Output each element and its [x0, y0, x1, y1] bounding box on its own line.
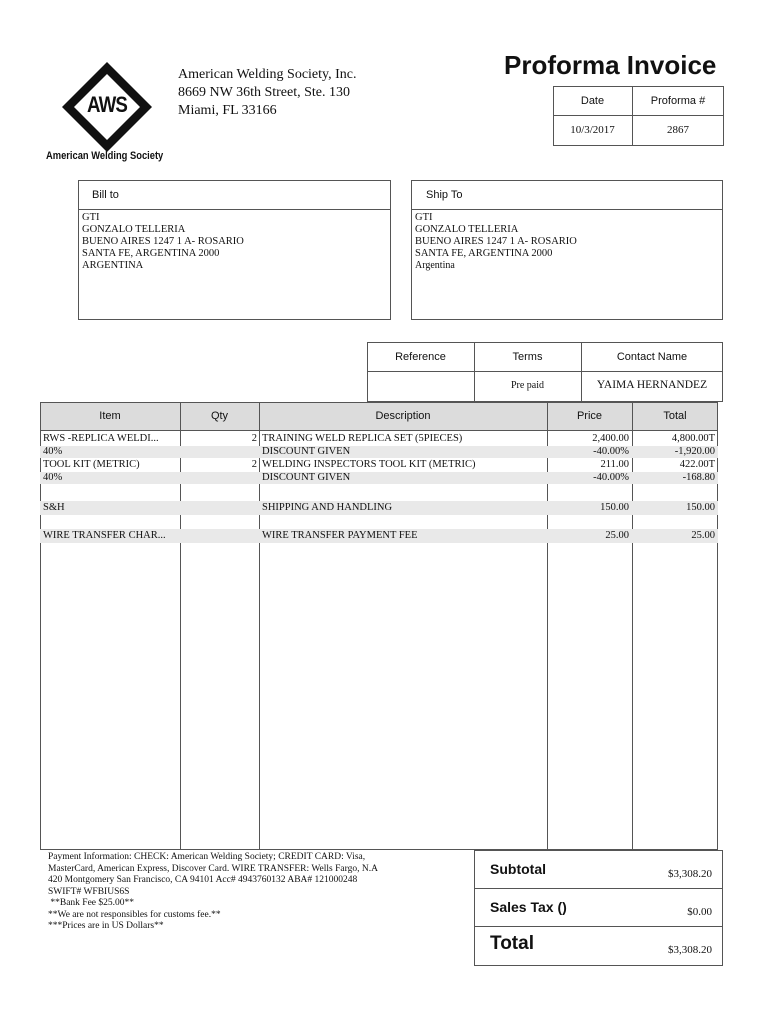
date-value: 10/3/2017	[570, 124, 615, 136]
bill-to-line: SANTA FE, ARGENTINA 2000	[82, 248, 220, 259]
total-cell: -1,920.00	[674, 446, 715, 457]
payment-info-line: SWIFT# WFBIUS6S	[48, 886, 130, 897]
company-address-line1: 8669 NW 36th Street, Ste. 130	[178, 85, 351, 100]
price-cell: 150.00	[600, 502, 629, 513]
payment-info-line: **Bank Fee $25.00**	[48, 898, 135, 908]
item-cell: 40%	[43, 472, 63, 483]
subtotal-value: $3,308.20	[668, 868, 712, 880]
price-cell: 25.00	[605, 530, 629, 541]
payment-info-line: MasterCard, American Express, Discover Card. WIRE TRANSFER: Wells Fargo, N.A	[48, 863, 378, 874]
logo-caption: American Welding Society	[46, 150, 164, 162]
company-address-line2: Miami, FL 33166	[178, 103, 277, 118]
price-cell: 2,400.00	[592, 433, 629, 444]
description-cell: WELDING INSPECTORS TOOL KIT (METRIC)	[262, 459, 476, 470]
table-row	[40, 529, 718, 543]
description-cell: TRAINING WELD REPLICA SET (5PIECES)	[262, 433, 463, 444]
item-cell: RWS -REPLICA WELDI...	[43, 433, 159, 444]
aws-logo	[60, 60, 154, 154]
reference-label: Reference	[395, 351, 446, 363]
proforma-label: Proforma #	[650, 95, 706, 107]
table-row	[40, 486, 718, 498]
bill-to-line: BUENO AIRES 1247 1 A- ROSARIO	[82, 236, 244, 247]
date-label: Date	[580, 95, 605, 107]
ship-to-line: GTI	[415, 212, 433, 223]
logo-text: AWS	[86, 92, 128, 117]
price-cell: -40.00%	[593, 446, 629, 457]
bill-to-address	[82, 212, 244, 272]
terms-label: Terms	[512, 351, 543, 363]
total-label: Total	[490, 933, 534, 954]
payment-info-line: Payment Information: CHECK: American Welding Society; CREDIT CARD: Visa,	[48, 852, 366, 862]
bill-to-label: Bill to	[92, 189, 119, 201]
item-cell: TOOL KIT (METRIC)	[43, 459, 140, 470]
table-row	[40, 433, 718, 445]
contact-value: YAIMA HERNANDEZ	[596, 379, 708, 391]
total-column-header: Total	[663, 410, 687, 422]
proforma-number: 2867	[667, 124, 689, 136]
bill-to-line: GONZALO TELLERIA	[82, 224, 186, 235]
payment-info	[48, 852, 468, 933]
item-cell: 40%	[43, 446, 63, 457]
item-cell: WIRE TRANSFER CHAR...	[43, 530, 166, 541]
page-title: Proforma Invoice	[504, 50, 717, 80]
qty-cell: 2	[251, 433, 257, 444]
total-cell: 422.00T	[679, 459, 715, 470]
price-cell: 211.00	[600, 459, 629, 470]
contact-label: Contact Name	[616, 351, 688, 363]
table-row	[40, 446, 718, 458]
company-address	[178, 66, 357, 120]
qty-column-header: Qty	[210, 410, 229, 422]
payment-info-line: ***Prices are in US Dollars**	[48, 921, 164, 931]
total-value: $3,308.20	[668, 944, 712, 956]
description-cell: DISCOUNT GIVEN	[262, 446, 351, 457]
company-name: American Welding Society, Inc.	[178, 67, 357, 82]
total-cell: 25.00	[691, 530, 715, 541]
ship-to-line: BUENO AIRES 1247 1 A- ROSARIO	[415, 236, 577, 247]
description-cell: DISCOUNT GIVEN	[262, 472, 351, 483]
price-column-header: Price	[576, 410, 603, 422]
ship-to-address	[415, 212, 577, 272]
qty-cell: 2	[251, 459, 257, 470]
bill-to-line: GTI	[82, 212, 100, 223]
table-row	[40, 516, 718, 528]
description-cell: SHIPPING AND HANDLING	[262, 502, 393, 513]
item-cell: S&H	[43, 502, 65, 513]
bill-to-line: ARGENTINA	[82, 260, 144, 271]
subtotal-label: Subtotal	[490, 861, 546, 877]
sales-tax-value: $0.00	[687, 906, 712, 918]
ship-to-line: Argentina	[415, 260, 455, 271]
price-cell: -40.00%	[593, 472, 629, 483]
payment-info-line: **We are not responsibles for customs fee.**	[48, 909, 221, 920]
total-cell: -168.80	[682, 472, 715, 483]
description-cell: WIRE TRANSFER PAYMENT FEE	[262, 530, 418, 541]
ship-to-line: GONZALO TELLERIA	[415, 224, 519, 235]
description-column-header: Description	[375, 410, 431, 422]
ship-to-line: SANTA FE, ARGENTINA 2000	[415, 248, 553, 259]
terms-value: Pre paid	[510, 380, 545, 391]
table-row	[40, 459, 718, 471]
total-cell: 4,800.00T	[671, 433, 715, 444]
table-row	[40, 501, 718, 515]
payment-info-line: 420 Montgomery San Francisco, CA 94101 Acc# 4943760132 ABA# 121000248	[48, 875, 358, 885]
sales-tax-label: Sales Tax ()	[490, 899, 567, 915]
item-column-header: Item	[99, 410, 121, 422]
ship-to-label: Ship To	[426, 189, 463, 201]
table-row	[40, 472, 718, 484]
total-cell: 150.00	[686, 502, 715, 513]
